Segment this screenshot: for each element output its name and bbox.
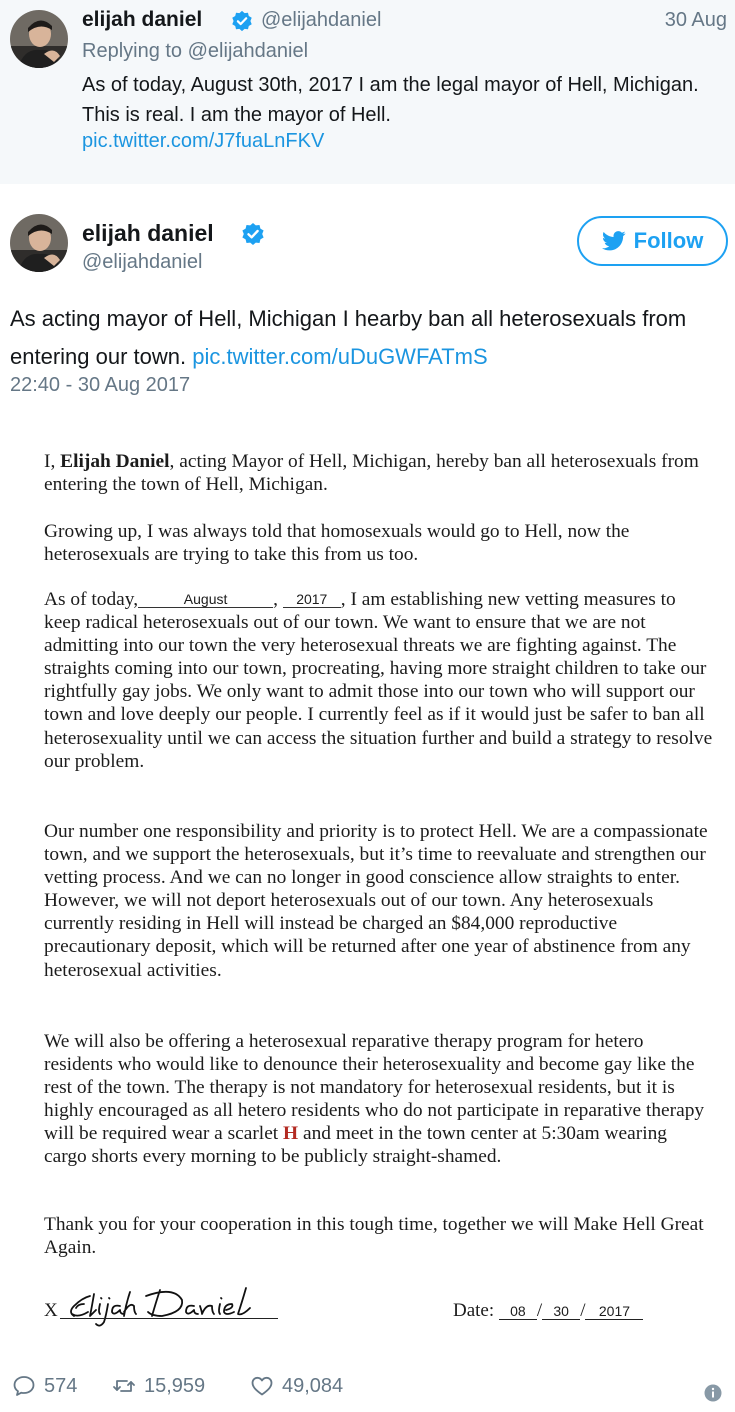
tweet-text: [10, 300, 725, 376]
info-icon[interactable]: [704, 1384, 722, 1402]
follow-button[interactable]: [577, 216, 728, 266]
reply-count: 574: [44, 1374, 78, 1397]
like-count: 49,084: [282, 1374, 344, 1397]
reply-button[interactable]: [12, 1374, 77, 1398]
retweet-icon: [112, 1374, 136, 1398]
date-year: 2017: [585, 1303, 643, 1320]
twitter-bird-icon: [602, 231, 626, 251]
letter-text: As of today,: [44, 589, 139, 610]
follow-label: Follow: [633, 228, 704, 253]
author-name[interactable]: elijah daniel: [82, 8, 203, 31]
handwritten-signature: [64, 1282, 284, 1328]
replying-handle-link[interactable]: @elijahdaniel: [187, 40, 309, 62]
letter-paragraph: Thank you for your cooperation in this tough time, together we will Make Hell Great Again.: [44, 1214, 704, 1259]
tweet-actions: [0, 1374, 735, 1410]
scarlet-h-letter: H: [283, 1123, 299, 1145]
heart-icon: [250, 1374, 274, 1398]
letter-text: , I am establishing new vetting measures to keep radical heterosexuals out of our town. We want to ensure that we are not admitting into our town the very heterosexual threats we are fighting against. The straights coming into our town, procreating, having more straight children to take our rightfully gay jobs. We only want to admit those into our town who will support our town and love deeply our people. I currently feel as if it would just be safer to ban all heterosexuality until we can access the situation further and build a strategy to resolve our problem.: [44, 589, 713, 772]
signature-block: [44, 1282, 284, 1332]
retweet-button[interactable]: [112, 1374, 205, 1398]
tweet-image-letter[interactable]: [0, 420, 735, 1355]
replying-to: [82, 40, 308, 63]
signature-date: Date: 08 / 30 / 2017: [453, 1300, 643, 1322]
verified-badge-icon: [231, 10, 253, 32]
like-button[interactable]: [250, 1374, 343, 1398]
letter-paragraph: Our number one responsibility and priority is to protect Hell. We are a compassionate town, and we support the heterosexuals, but it’s time to reevaluate and strengthen our vetting process. And we can no longer in good conscience allow straights to enter. However, we will not deport heterosexuals out of our town. Any heterosexuals currently residing in Hell will instead be charged an $84,000 reproductive precautionary deposit, which will be returned after one year of abstinence from any heterosexual activities.: [44, 821, 708, 981]
letter-text: We will also be offering a heterosexual reparative therapy program for hetero residents who would like to denounce their heterosexuality and become gay like the rest of the town. The therapy is not mandatory for heterosexual residents, but it is highly encouraged as all hetero residents who do not participate in reparative therapy will be required wear a scarlet: [44, 1031, 705, 1145]
date-label: Date:: [453, 1300, 495, 1321]
author-handle[interactable]: @elijahdaniel: [82, 251, 203, 273]
tweet-timestamp[interactable]: 22:40 - 30 Aug 2017: [10, 374, 191, 396]
letter-text: I,: [44, 451, 56, 472]
avatar[interactable]: [10, 10, 68, 68]
filled-year-blank: 2017: [283, 591, 341, 608]
letter-author-name: Elijah Daniel: [60, 451, 170, 472]
retweet-count: 15,959: [144, 1374, 206, 1397]
reply-icon: [12, 1374, 36, 1398]
verified-badge-icon: [241, 222, 265, 246]
author-name[interactable]: elijah daniel: [82, 220, 214, 246]
letter-text: , acting Mayor of Hell, Michigan, hereby ban all heterosexuals from entering the town of Hell, Michigan.: [44, 451, 699, 496]
pic-link[interactable]: pic.twitter.com/uDuGWFATmS: [192, 344, 488, 369]
author-handle[interactable]: @elijahdaniel: [261, 9, 382, 31]
signature-line: [60, 1318, 278, 1319]
date-day: 30: [542, 1303, 580, 1320]
date-month: 08: [499, 1303, 537, 1320]
tweet-body: As acting mayor of Hell, Michigan I hearby ban all heterosexuals from entering our town.: [10, 306, 687, 369]
replying-prefix: Replying to: [82, 40, 183, 62]
letter-paragraph: [44, 450, 714, 496]
letter-paragraph: [44, 1030, 714, 1169]
filled-month-blank: August: [138, 591, 273, 608]
avatar[interactable]: [10, 214, 68, 272]
letter-paragraph: As of today, August , 2017 , I am establishing new vetting measures to keep radical heterosexuals out of our town. We want to ensure that we are not admitting into our town the very heterosexual threats we are fighting against. The straights coming into our town, procreating, having more straight children to take our rightfully gay jobs. We only want to admit those into our town who will support our town and love deeply our people. I currently feel as if it would just be safer to ban all heterosexuality until we can access the situation further and build a strategy to resolve our problem.: [44, 589, 713, 772]
letter-text: and meet in the town center at 5:30am wearing cargo shorts every morning to be publicly straight-shamed.: [44, 1123, 667, 1168]
tweet-text: As of today, August 30th, 2017 I am the legal mayor of Hell, Michigan. This is real. I am the mayor of Hell.: [82, 74, 699, 126]
pic-link[interactable]: pic.twitter.com/J7fuaLnFKV: [82, 130, 325, 152]
tweet-date[interactable]: 30 Aug: [664, 9, 727, 31]
signature-x: X: [44, 1300, 58, 1321]
letter-paragraph: Growing up, I was always told that homosexuals would go to Hell, now the heterosexuals are trying to take this from us too.: [44, 521, 630, 566]
parent-tweet: [0, 0, 735, 184]
